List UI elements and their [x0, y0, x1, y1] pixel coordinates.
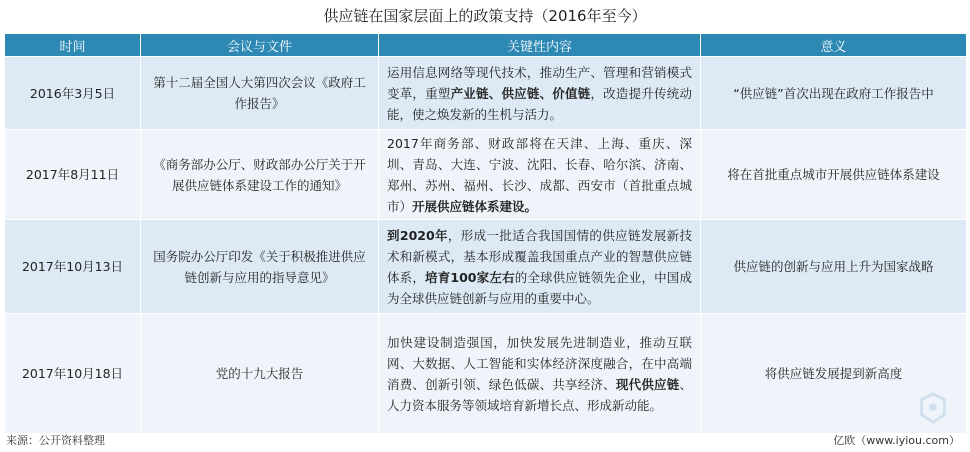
cell-document: 党的十九大报告 [141, 314, 379, 434]
cell-meaning: 供应链的创新与应用上升为国家战略 [701, 220, 967, 314]
content-highlight: 开展供应链体系建设。 [412, 198, 538, 214]
cell-document: 国务院办公厅印发《关于积极推进供应链创新与应用的指导意见》 [141, 220, 379, 314]
source-note: 来源：公开资料整理 [6, 434, 105, 447]
column-header-document: 会议与文件 [141, 34, 379, 57]
content-text: 加快建设制造强国，加快发展先进制造业，推动互联网、大数据、人工智能和实体经济深度融合，在中高端消费、创新引领、绿色低碳、共享经济、 [387, 334, 692, 392]
table-row [5, 57, 967, 130]
content-text: ，形成一批适合我国国情的供应链发展新技术和新模式，基本形成覆盖我国重点产业的智慧供应链体系， [387, 227, 692, 285]
table-row [5, 220, 967, 314]
iyiou-logo-icon [914, 390, 952, 428]
cell-key-content [379, 57, 701, 130]
cell-document: 第十二届全国人大第四次会议《政府工作报告》 [141, 57, 379, 130]
content-text: 运用信息网络等现代技术，推动生产、管理和营销模式变革，重塑 [387, 64, 692, 101]
page-title: 供应链在国家层面上的政策支持（2016年至今） [323, 7, 647, 25]
cell-key-content [379, 130, 701, 220]
column-header-time: 时间 [5, 34, 141, 57]
cell-meaning: “供应链”首次出现在政府工作报告中 [701, 57, 967, 130]
column-header-meaning: 意义 [701, 34, 967, 57]
credit-note: 亿欧（www.iyiou.com） [833, 434, 960, 447]
table-row [5, 314, 967, 434]
policy-table [4, 33, 967, 434]
cell-time: 2017年10月13日 [5, 220, 141, 314]
content-text: ，改造提升传统动能，使之焕发新的生机与活力。 [387, 85, 692, 122]
cell-time: 2017年10月18日 [5, 314, 141, 434]
content-text: 的全球供应链领先企业，中国成为全球供应链创新与应用的重要中心。 [387, 269, 692, 306]
content-highlight: 现代供应链 [615, 376, 680, 392]
table-header-row [5, 34, 967, 57]
cell-time: 2017年8月11日 [5, 130, 141, 220]
cell-meaning: 将供应链发展提到新高度 [701, 314, 967, 434]
table-row [5, 130, 967, 220]
cell-document: 《商务部办公厅、财政部办公厅关于开展供应链体系建设工作的通知》 [141, 130, 379, 220]
cell-key-content [379, 314, 701, 434]
cell-time: 2016年3月5日 [5, 57, 141, 130]
column-header-content: 关键性内容 [379, 34, 701, 57]
content-text: 、人力资本服务等领域培育新增长点、形成新动能。 [387, 376, 692, 413]
cell-meaning: 将在首批重点城市开展供应链体系建设 [701, 130, 967, 220]
content-highlight: 培育100家左右 [425, 269, 515, 285]
content-text: 2017年商务部、财政部将在天津、上海、重庆、深圳、青岛、大连、宁波、沈阳、长春、哈尔滨、济南、郑州、苏州、福州、长沙、成都、西安市（首批重点城市） [387, 135, 692, 214]
content-highlight: 产业链、供应链、价值链 [450, 85, 591, 101]
content-highlight: 到2020年 [387, 227, 448, 243]
cell-key-content [379, 220, 701, 314]
